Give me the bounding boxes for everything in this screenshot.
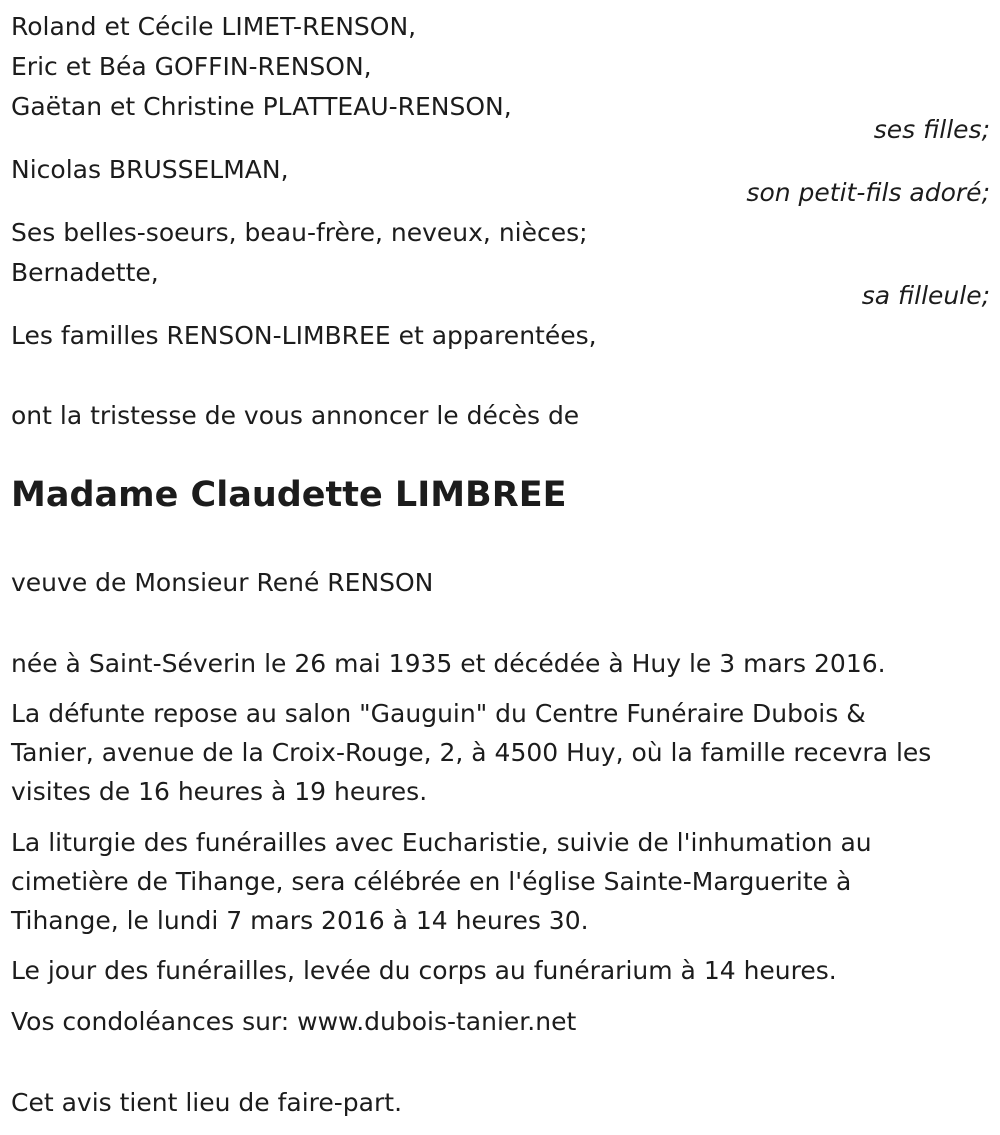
grandson-relation: son petit-fils adoré; bbox=[746, 178, 990, 207]
daughter-line-2: Eric et Béa GOFFIN-RENSON, bbox=[11, 52, 372, 81]
liturgy-line-2: cimetière de Tihange, sera célébrée en l'église Sainte-Marguerite à bbox=[11, 867, 852, 896]
birth-death-line: née à Saint-Séverin le 26 mai 1935 et décédée à Huy le 3 mars 2016. bbox=[11, 649, 886, 678]
grandson-line: Nicolas BRUSSELMAN, bbox=[11, 155, 289, 184]
rest-line-3: visites de 16 heures à 19 heures. bbox=[11, 777, 428, 806]
widow-of-line: veuve de Monsieur René RENSON bbox=[11, 568, 434, 597]
condolences-line: Vos condoléances sur: www.dubois-tanier.net bbox=[11, 1007, 577, 1036]
rest-line-1: La défunte repose au salon "Gauguin" du Centre Funéraire Dubois & bbox=[11, 699, 866, 728]
daughter-line-3: Gaëtan et Christine PLATTEAU-RENSON, bbox=[11, 92, 512, 121]
deceased-name: Madame Claudette LIMBREE bbox=[11, 475, 567, 515]
goddaughter-relation: sa filleule; bbox=[861, 281, 990, 310]
announcement-intro: ont la tristesse de vous annoncer le décès de bbox=[11, 401, 580, 430]
daughter-line-1: Roland et Cécile LIMET-RENSON, bbox=[11, 12, 417, 41]
goddaughter-line: Bernadette, bbox=[11, 258, 159, 287]
liturgy-line-1: La liturgie des funérailles avec Eucharistie, suivie de l'inhumation au bbox=[11, 828, 872, 857]
funeral-day-line: Le jour des funérailles, levée du corps au funérarium à 14 heures. bbox=[11, 956, 837, 985]
closing-line: Cet avis tient lieu de faire-part. bbox=[11, 1088, 403, 1117]
daughters-relation: ses filles; bbox=[873, 115, 990, 144]
families-line: Les familles RENSON-LIMBREE et apparentées, bbox=[11, 321, 597, 350]
rest-line-2: Tanier, avenue de la Croix-Rouge, 2, à 4500 Huy, où la famille recevra les bbox=[11, 738, 932, 767]
in-laws-line: Ses belles-soeurs, beau-frère, neveux, nièces; bbox=[11, 218, 588, 247]
liturgy-line-3: Tihange, le lundi 7 mars 2016 à 14 heures 30. bbox=[11, 906, 589, 935]
